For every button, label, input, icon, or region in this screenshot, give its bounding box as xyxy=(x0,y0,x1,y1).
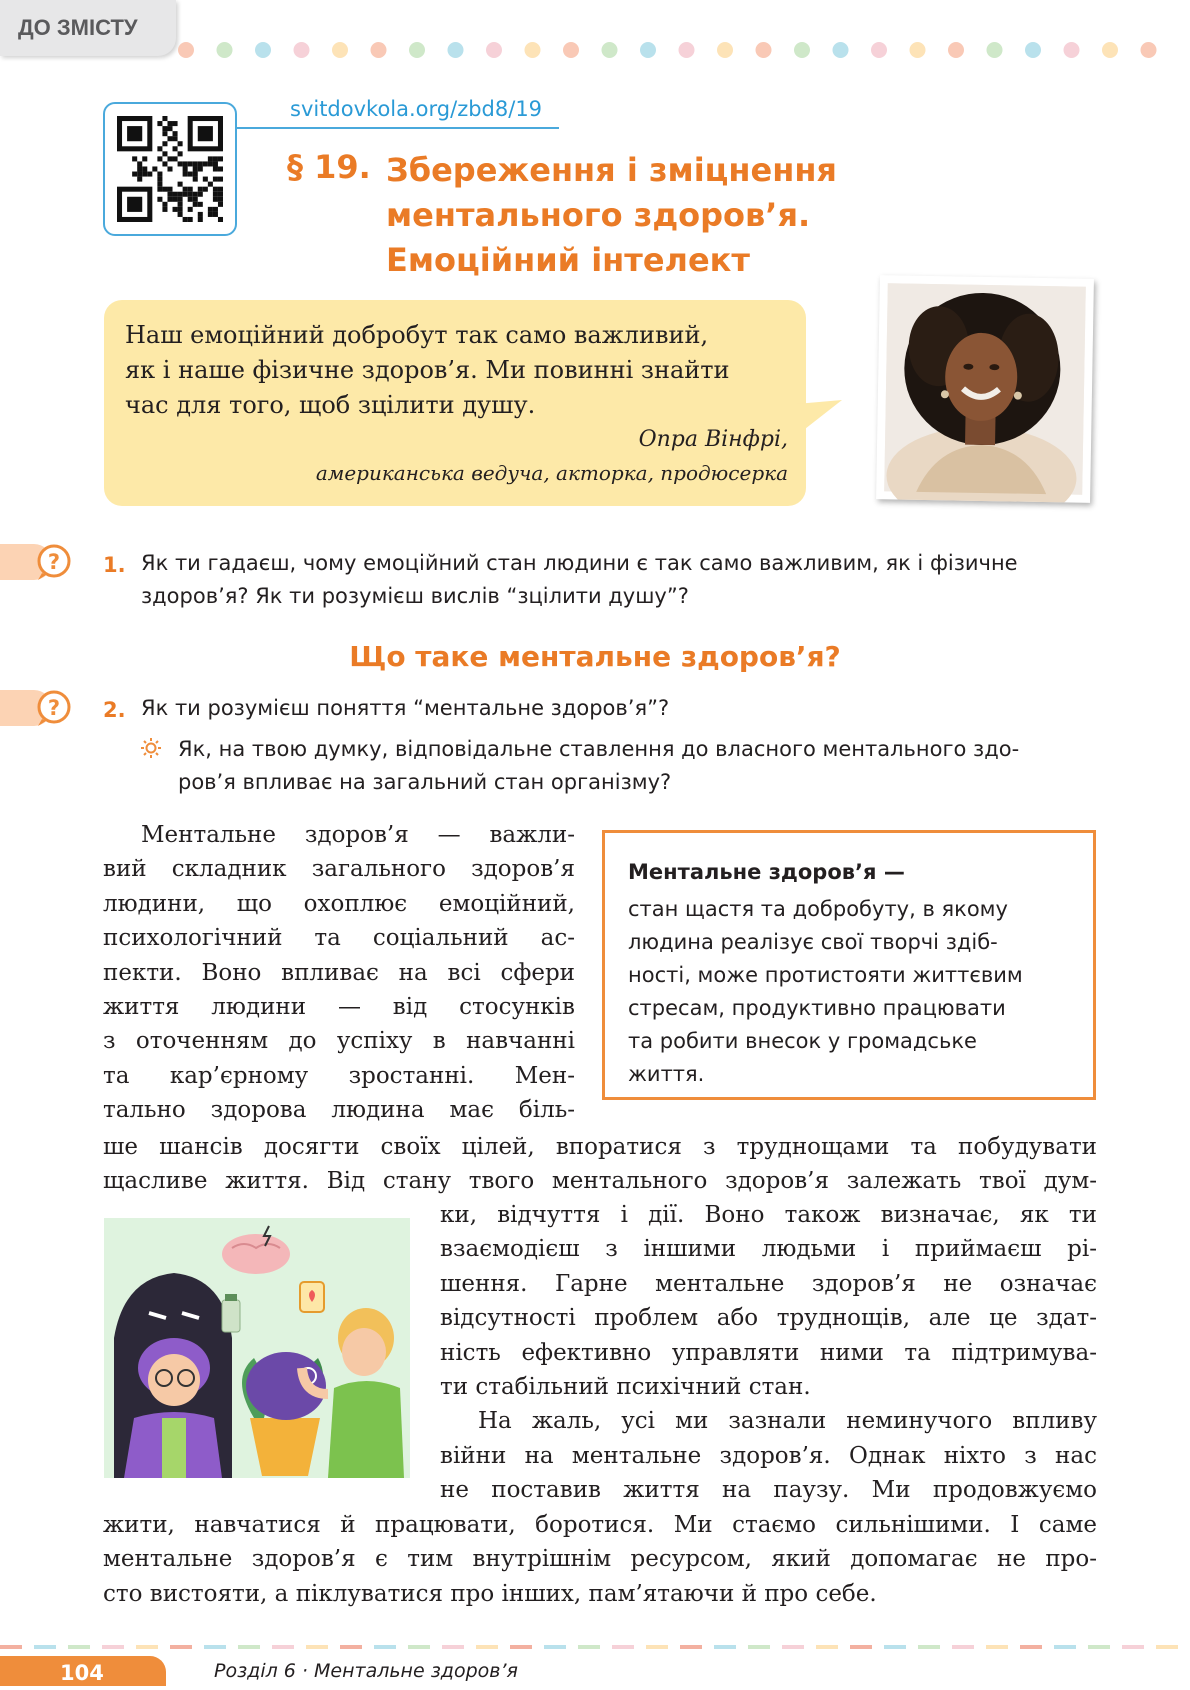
body-line: психологічний та соціальний ас- xyxy=(103,925,575,952)
qr-code-icon xyxy=(117,116,223,222)
footer-dash xyxy=(986,1645,1008,1649)
body-line: вий складник загального здоров’я xyxy=(103,856,575,883)
decorative-dot xyxy=(255,42,271,58)
footer-dash xyxy=(646,1645,668,1649)
decorative-dot xyxy=(1141,42,1157,58)
body-line: та кар’єрному зростанні. Мен- xyxy=(103,1062,575,1089)
definition-line: стан щастя та добробуту, в якому xyxy=(628,897,1008,921)
body-line: не поставив життя на паузу. Ми продовжуємо xyxy=(440,1477,1097,1504)
sun-icon xyxy=(140,737,162,759)
footer-dash xyxy=(1020,1645,1042,1649)
decorative-dot xyxy=(332,42,348,58)
question-line: Як ти розумієш поняття “ментальне здоров’я”? xyxy=(141,696,670,720)
decorative-dot xyxy=(833,42,849,58)
decorative-dot xyxy=(217,42,233,58)
footer-dash xyxy=(442,1645,464,1649)
footer-dash xyxy=(578,1645,600,1649)
decorative-dot xyxy=(1025,42,1041,58)
footer-dash xyxy=(0,1645,22,1649)
footer-dash xyxy=(374,1645,396,1649)
body-line: з оточенням до успіху в навчанні xyxy=(103,1028,575,1055)
decorative-dot xyxy=(679,42,695,58)
footer-dash xyxy=(238,1645,260,1649)
decorative-dot xyxy=(948,42,964,58)
footer-dash xyxy=(1088,1645,1110,1649)
footer-dash xyxy=(816,1645,838,1649)
section-heading: Що таке ментальне здоров’я? xyxy=(349,640,841,673)
qr-code-frame[interactable] xyxy=(103,102,237,236)
title-line-2: ментального здоров’я. xyxy=(386,196,811,234)
body-line: сто вистояти, а піклуватися про інших, пам’ятаючи й про себе. xyxy=(103,1580,877,1607)
footer-dash xyxy=(408,1645,430,1649)
decorative-dot xyxy=(409,42,425,58)
footer-chapter-title: Розділ 6 · Ментальне здоров’я xyxy=(214,1660,518,1682)
paragraph-number: § 19. xyxy=(287,148,371,186)
footer-dash xyxy=(34,1645,56,1649)
body-paragraph xyxy=(103,1508,1097,1611)
quote-line: як і наше фізичне здоров’я. Ми повинні знайти xyxy=(125,356,730,384)
portrait-photo xyxy=(876,275,1094,503)
footer-dash xyxy=(1122,1645,1144,1649)
question-marker-icon xyxy=(0,686,72,730)
footer-dash xyxy=(68,1645,90,1649)
page-number: 104 xyxy=(0,1656,166,1686)
footer-dash xyxy=(170,1645,192,1649)
footer-dash xyxy=(306,1645,328,1649)
sub-question-line: Як, на твою думку, відповідальне ставлення до власного ментального здо- xyxy=(178,737,1020,761)
toc-tab[interactable] xyxy=(0,0,176,56)
definition-line: ності, може протистояти життєвим xyxy=(628,963,1023,987)
decorative-dot xyxy=(910,42,926,58)
question-line: здоров’я? Як ти розумієш вислів “зцілити душу”? xyxy=(141,584,689,608)
quote-line: Наш емоційний добробут так само важливий, xyxy=(125,321,709,349)
toc-label: ДО ЗМІСТУ xyxy=(18,15,138,40)
decorative-dot xyxy=(640,42,656,58)
qr-link-underline xyxy=(237,127,559,129)
decorative-dot xyxy=(178,42,194,58)
footer-dash xyxy=(714,1645,736,1649)
decorative-dot xyxy=(1064,42,1080,58)
footer-dash xyxy=(544,1645,566,1649)
footer-dash xyxy=(510,1645,532,1649)
question-number: 2. xyxy=(103,698,126,722)
definition-line: людина реалізує свої творчі здіб- xyxy=(628,930,998,954)
svg-text:?: ? xyxy=(47,550,61,574)
footer-dash xyxy=(204,1645,226,1649)
decorative-dot xyxy=(371,42,387,58)
decorative-dot xyxy=(1102,42,1118,58)
decorative-dot xyxy=(871,42,887,58)
body-line: людини, що охоплює емоційний, xyxy=(103,890,575,917)
decorative-dot xyxy=(756,42,772,58)
footer-dash xyxy=(918,1645,940,1649)
question-text xyxy=(141,692,1101,725)
sub-question-line: ров’я впливає на загальний стан організму? xyxy=(178,770,672,794)
decorative-dots xyxy=(176,40,1186,60)
sub-question-text xyxy=(178,733,1098,799)
body-paragraph xyxy=(440,1198,1097,1508)
decorative-dot xyxy=(294,42,310,58)
qr-link[interactable]: svitdovkola.org/zbd8/19 xyxy=(290,97,543,121)
definition-line: стресам, продуктивно працювати xyxy=(628,996,1006,1020)
decorative-dot xyxy=(525,42,541,58)
footer-dash xyxy=(952,1645,974,1649)
footer-dash xyxy=(272,1645,294,1649)
page-title xyxy=(386,148,986,283)
quote-line: час для того, щоб зцілити душу. xyxy=(125,391,536,419)
footer-dash xyxy=(612,1645,634,1649)
definition-line: та робити внесок у громадське xyxy=(628,1029,977,1053)
footer-dash xyxy=(884,1645,906,1649)
quote-author-role: американська ведуча, акторка, продюсерка xyxy=(315,461,788,485)
body-line: ментальне здоров’я є тим внутрішнім ресурсом, який допомагає не про- xyxy=(103,1546,1097,1573)
footer-dash xyxy=(136,1645,158,1649)
body-paragraph xyxy=(103,818,575,1128)
footer-dash xyxy=(782,1645,804,1649)
footer-dash xyxy=(748,1645,770,1649)
footer-divider xyxy=(0,1645,1190,1649)
footer-dash xyxy=(102,1645,124,1649)
body-line: війни на ментальне здоров’я. Однак ніхто з нас xyxy=(440,1442,1097,1469)
title-line-1: Збереження і зміцнення xyxy=(386,151,837,189)
footer-dash xyxy=(476,1645,498,1649)
footer-dash xyxy=(680,1645,702,1649)
question-text xyxy=(141,547,1101,613)
footer-dash xyxy=(340,1645,362,1649)
body-line: пекти. Воно впливає на всі сфери xyxy=(103,959,575,986)
quote-bubble-tail xyxy=(796,400,842,440)
body-line: життя людини — від стосунків xyxy=(103,994,575,1021)
decorative-dot xyxy=(563,42,579,58)
body-line: На жаль, усі ми зазнали неминучого впливу xyxy=(478,1408,1097,1435)
definition-term: Ментальне здоров’я — xyxy=(628,860,905,884)
definition-text xyxy=(628,893,1078,1091)
svg-text:?: ? xyxy=(47,696,61,720)
body-line: жити, навчатися й працювати, боротися. Ми стаємо сильнішими. І саме xyxy=(103,1512,1097,1538)
footer-dash xyxy=(1054,1645,1076,1649)
decorative-dot xyxy=(602,42,618,58)
quote-text xyxy=(125,318,785,423)
body-line: ше шансів досягти своїх цілей, впоратися з труднощами та побудувати xyxy=(103,1134,1097,1160)
body-line: взаємодієш з іншими людьми і приймаєш рі- xyxy=(440,1236,1097,1263)
decorative-dot xyxy=(486,42,502,58)
body-line: Ментальне здоров’я — важли- xyxy=(141,822,575,848)
body-paragraph xyxy=(103,1130,1097,1199)
definition-line: життя. xyxy=(628,1062,705,1086)
decorative-dot xyxy=(448,42,464,58)
decorative-dot xyxy=(794,42,810,58)
body-line: ність ефективно управляти ними та підтримува- xyxy=(440,1339,1097,1366)
footer-dash xyxy=(1156,1645,1178,1649)
body-line: щасливе життя. Від стану твого ментального здоров’я залежать твої дум- xyxy=(103,1168,1097,1195)
mental-health-illustration xyxy=(104,1218,410,1478)
body-line: ки, відчуття і дії. Воно також визначає, як ти xyxy=(440,1202,1097,1228)
portrait-image xyxy=(876,275,1094,503)
body-line: ти стабільний психічний стан. xyxy=(440,1374,811,1401)
question-marker-icon xyxy=(0,540,72,584)
body-line: шення. Гарне ментальне здоров’я не означає xyxy=(440,1270,1097,1297)
decorative-dot xyxy=(987,42,1003,58)
body-line: відсутності проблем або труднощів, але це здат- xyxy=(440,1305,1097,1332)
title-line-3: Емоційний інтелект xyxy=(386,241,750,279)
question-line: Як ти гадаєш, чому емоційний стан людини є так само важливим, як і фізичне xyxy=(141,551,1018,575)
quote-author: Опра Вінфрі, xyxy=(638,427,788,452)
decorative-dot xyxy=(717,42,733,58)
body-line: тально здорова людина має біль- xyxy=(103,1097,575,1124)
question-number: 1. xyxy=(103,553,126,577)
footer-dash xyxy=(850,1645,872,1649)
